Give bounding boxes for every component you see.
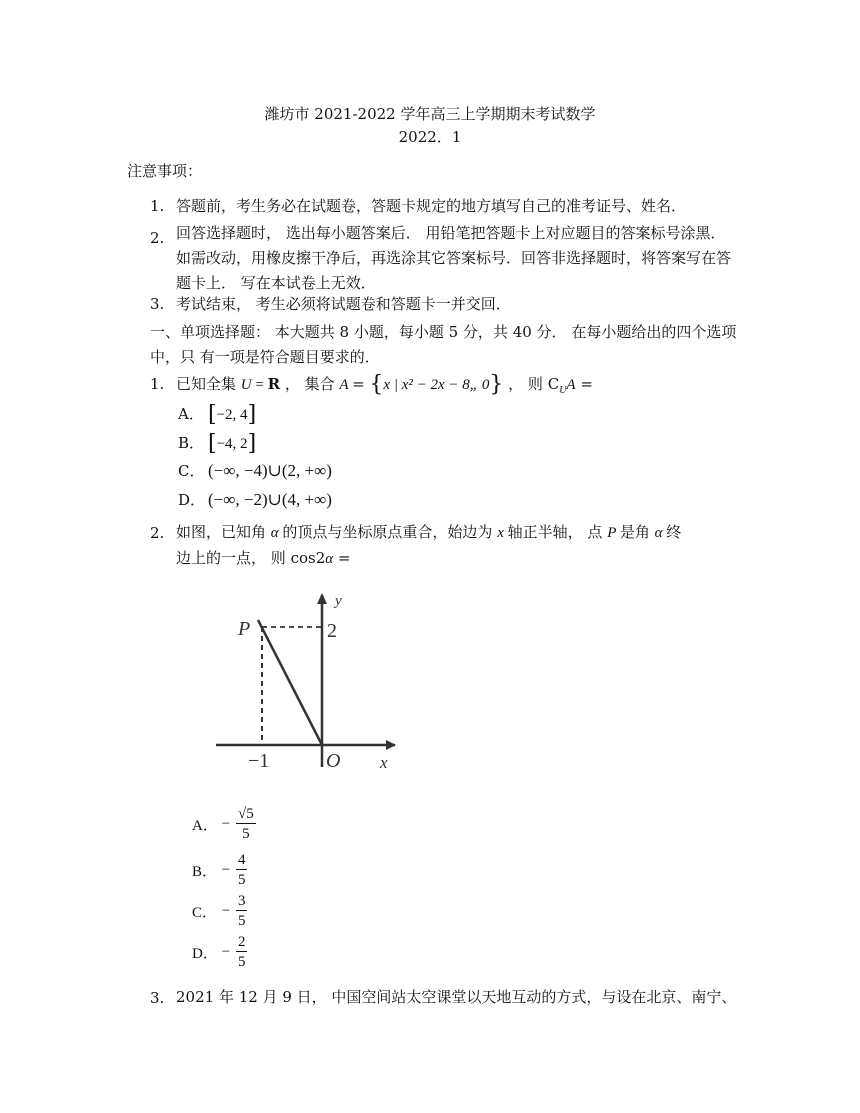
set-expression: x | x² − 2x − 8„ 0 (383, 377, 490, 393)
fraction (236, 805, 256, 844)
fraction (236, 892, 248, 931)
stem-text: ， 则 (508, 375, 543, 393)
option-text: −4, 2 (216, 436, 248, 452)
option-label: A． (178, 405, 204, 423)
notice-item-text: 考试结束， 考生必须将试题卷和答题卡一并交回． (176, 295, 511, 313)
option-a: A． − $\frac{√5}{5}$ (192, 806, 254, 842)
origin-label: O (326, 750, 341, 772)
terminal-side (258, 620, 322, 745)
bracket: [ (208, 431, 217, 456)
y-label: y (335, 593, 342, 609)
notice-item-number: 2. (150, 229, 165, 247)
bracket: ] (247, 402, 257, 427)
x-arrow (386, 740, 396, 750)
option-label: D． (178, 491, 206, 509)
notice-item-text: 答题前，考生务必在试题卷，答题卡规定的地方填写自己的准考证号、姓名． (176, 197, 687, 215)
question-number: 3. (150, 989, 165, 1007)
option-label: C． (192, 905, 218, 921)
question-number: 2. (150, 524, 165, 542)
paper-title: 潍坊市 2021-2022 学年高三上学期期末考试数学 (264, 105, 596, 123)
coordinate-figure (210, 585, 410, 775)
stem-text: 的顶点与坐标原点重合，始边为 (282, 523, 493, 541)
numerator: 4 (237, 852, 246, 868)
section-heading: 一、单项选择题： 本大题共 8 小题，每小题 5 分，共 40 分． 在每小题给出的四个选项中，只 有一项是符合题目要求的． (150, 323, 737, 366)
bracket: ] (247, 431, 257, 456)
question-stem-line2: 边上的一点， 则 cos2α = (176, 549, 351, 567)
option-text: −2, 4 (216, 407, 248, 423)
x-tick-label: −1 (248, 750, 270, 772)
numerator: 3 (237, 893, 246, 909)
fraction (236, 851, 248, 890)
question-stem-line1: 如图，已知角 α 的顶点与坐标原点重合，始边为 x 轴正半轴， 点 P 是角 α 终 (176, 523, 682, 541)
option-label: D． (192, 946, 218, 962)
numerator: √5 (237, 806, 254, 822)
numerator: 2 (237, 934, 246, 950)
option-text: (−∞, −2)∪(4, +∞) (208, 490, 332, 509)
stem-text: ， 集合 (284, 375, 335, 393)
option-b: B． − $\frac{4}{5}$ (192, 852, 246, 888)
point-label: P (238, 618, 251, 640)
notice-item-number: 3. (150, 295, 165, 313)
notice-heading: 注意事项： (127, 162, 203, 180)
option-c (178, 460, 332, 481)
y-tick-label: 2 (327, 620, 337, 642)
x-label: x (380, 753, 388, 772)
bracket: [ (208, 402, 217, 427)
option-d: D． − $\frac{2}{5}$ (192, 934, 246, 970)
question-number: 1. (150, 375, 165, 393)
option-label: C． (178, 462, 205, 480)
notice-item-text: 回答选择题时， 选出每小题答案后． 用铅笔把答题卡上对应题目的答案标号涂黑． 如需改动，用橡皮擦干净后，再选涂其它答案标号．回答非选择题时，将答案写在答题卡上． 写在本试卷上无效． (176, 224, 732, 292)
denominator: 5 (242, 826, 250, 842)
question-stem: 已知全集 U = R ， 集合 A = {x | x² − 2x − 8„ 0} ， 则 $C_UA$ = (176, 372, 593, 397)
option-a (178, 402, 256, 427)
option-label: A． (192, 818, 218, 834)
denominator: 5 (237, 954, 246, 970)
option-label: B． (178, 434, 205, 452)
option-label: B． (192, 864, 218, 880)
option-d (178, 489, 332, 510)
fraction (236, 933, 248, 972)
y-arrow (317, 593, 327, 604)
stem-text: 如图，已知角 (176, 523, 267, 541)
stem-text: 边上的一点， 则 (176, 549, 286, 567)
option-b (178, 431, 256, 456)
stem-text: 是角 (619, 523, 650, 541)
denominator: 5 (237, 913, 246, 929)
option-text: (−∞, −4)∪(2, +∞) (208, 461, 332, 480)
question-stem: 2021 年 12 月 9 日， 中国空间站太空课堂以天地互动的方式，与设在北京、南宁、 (176, 988, 737, 1006)
notice-item-number: 1. (150, 197, 165, 215)
stem-text: 轴正半轴， 点 (507, 523, 603, 541)
paper-date: 2022．1 (398, 128, 462, 146)
stem-text: 已知全集 (176, 375, 237, 393)
option-c: C． − $\frac{3}{5}$ (192, 893, 246, 929)
denominator: 5 (237, 872, 246, 888)
stem-text: 终 (666, 523, 682, 541)
